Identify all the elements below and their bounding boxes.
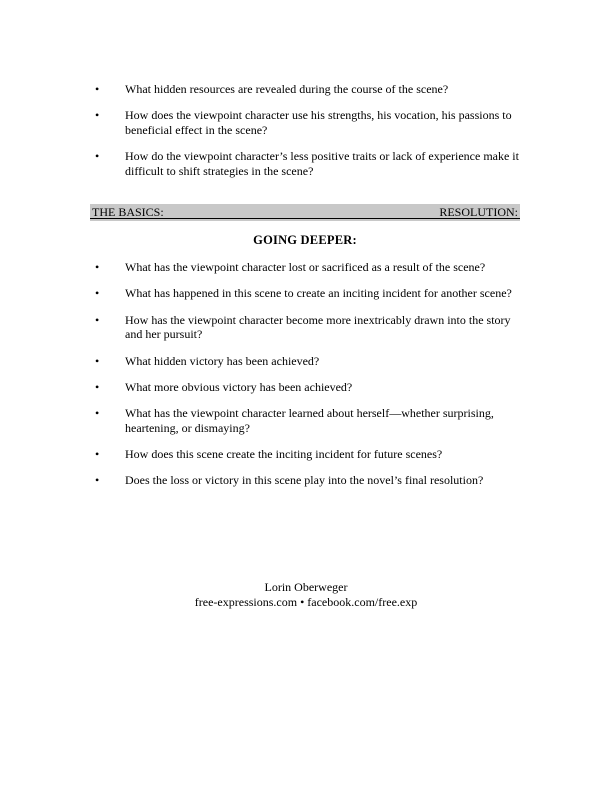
page-content [90, 82, 520, 500]
question-text: How does the viewpoint character use his strengths, his vocation, his passions to beneficial effect in the scene? [125, 108, 512, 137]
going-deeper-heading: GOING DEEPER: [253, 232, 357, 247]
question-text: What has the viewpoint character learned about herself—whether surprising, heartening, or dismaying? [125, 406, 494, 435]
bullet-icon: • [95, 259, 100, 274]
bullet-icon: • [95, 108, 100, 123]
question-text: What hidden resources are revealed during the course of the scene? [125, 82, 449, 96]
list-item [90, 406, 520, 435]
bullet-icon: • [95, 82, 100, 96]
bullet-icon: • [95, 406, 100, 421]
list-item [90, 286, 520, 300]
bullet-icon: • [95, 286, 100, 301]
section-header-bar [90, 204, 520, 221]
question-text: How do the viewpoint character’s less positive traits or lack of experience make it difficult to shift strategies in the scene? [125, 149, 519, 178]
list-item [90, 260, 520, 274]
question-text: How has the viewpoint character become more inextricably drawn into the story and her pursuit? [125, 312, 511, 342]
author-name: Lorin Oberweger [264, 580, 348, 594]
contact-line: free-expressions.com • facebook.com/free.exp [194, 595, 418, 609]
bullet-icon: • [95, 312, 100, 327]
list-item [90, 473, 520, 487]
question-text: What has the viewpoint character lost or sacrificed as a result of the scene? [125, 259, 486, 274]
top-question-list [90, 82, 520, 178]
list-item [90, 354, 520, 368]
bullet-icon: • [95, 447, 100, 462]
resolution-label: RESOLUTION: [439, 205, 518, 220]
question-text: Does the loss or victory in this scene play into the novel’s final resolution? [125, 473, 484, 488]
list-item [90, 380, 520, 394]
page-footer [0, 580, 612, 610]
list-item [90, 313, 520, 342]
question-text: What hidden victory has been achieved? [125, 353, 320, 368]
question-text: How does this scene create the inciting incident for future scenes? [125, 447, 443, 462]
bullet-icon: • [95, 379, 100, 394]
bullet-icon: • [95, 149, 100, 164]
question-text: What has happened in this scene to create an inciting incident for another scene? [125, 286, 512, 301]
list-item [90, 108, 520, 137]
bullet-icon: • [95, 473, 100, 488]
question-text: What more obvious victory has been achieved? [125, 379, 353, 394]
list-item [90, 149, 520, 178]
deeper-question-list [90, 260, 520, 488]
list-item [90, 82, 520, 96]
the-basics-label: THE BASICS: [92, 205, 164, 220]
bullet-icon: • [95, 353, 100, 368]
list-item [90, 447, 520, 461]
